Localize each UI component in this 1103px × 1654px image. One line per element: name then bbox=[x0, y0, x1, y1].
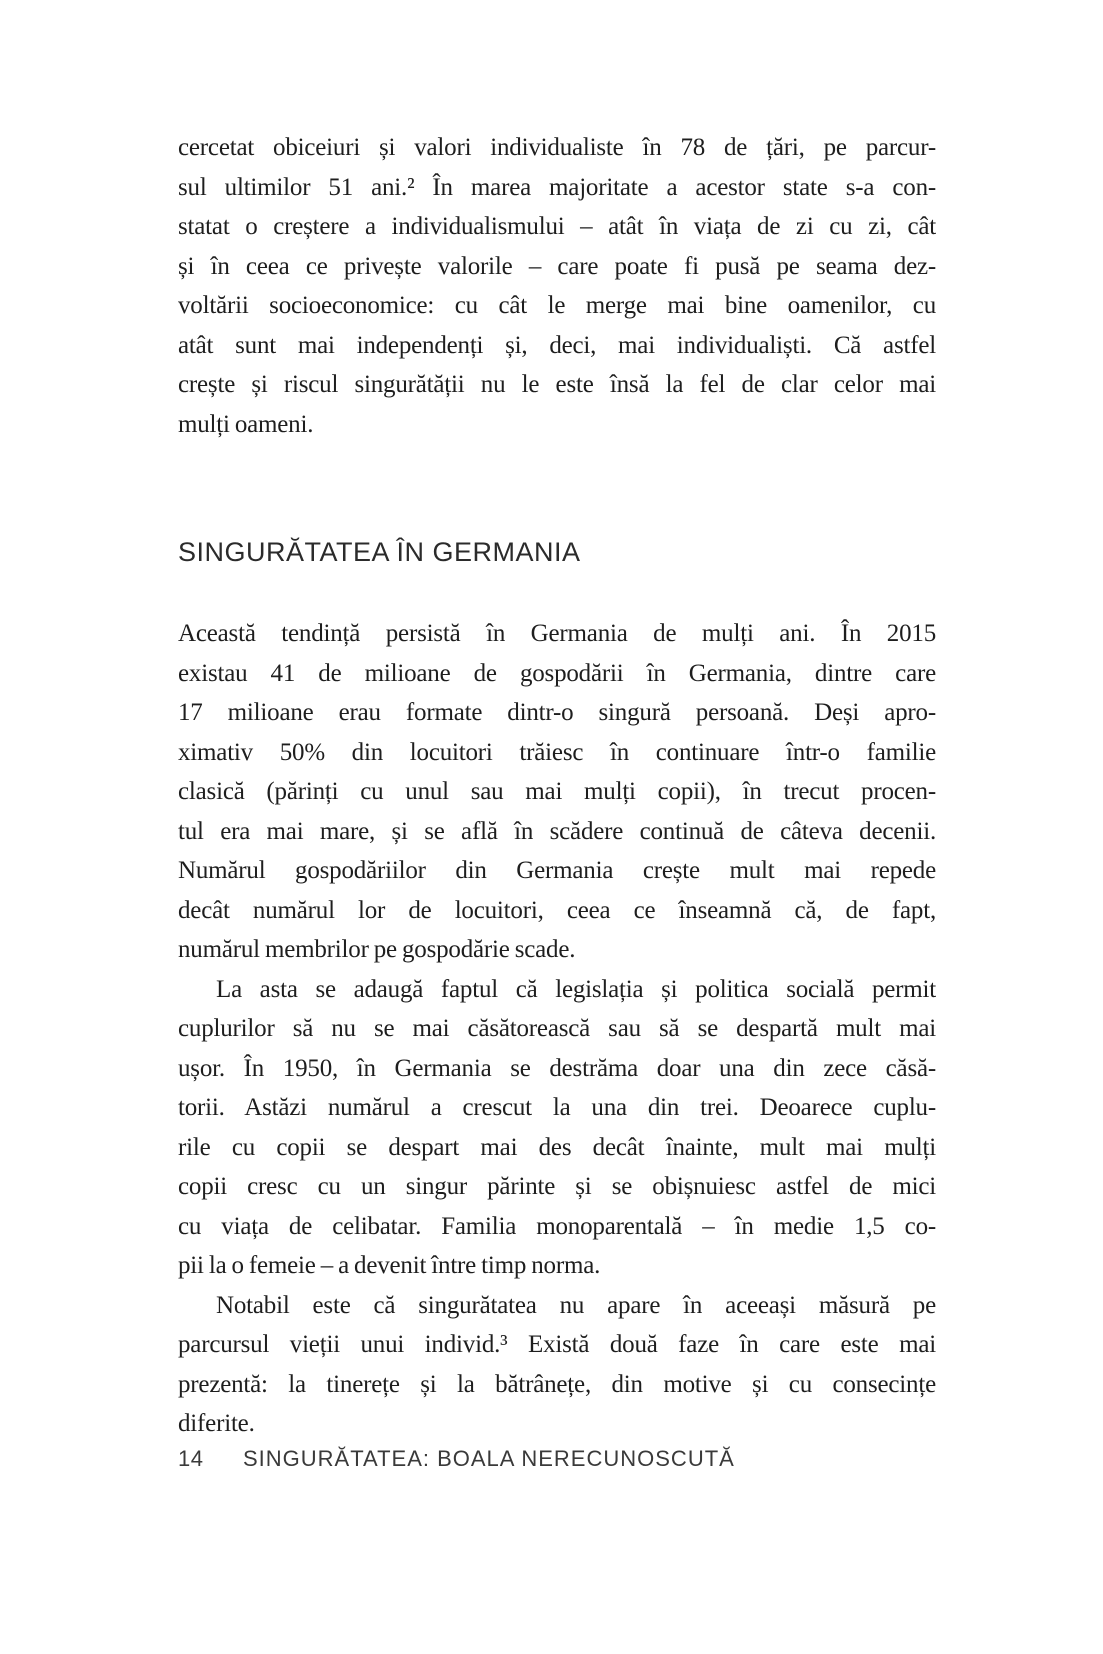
text-line: parcursul vieții unui individ.³ Există două faze în care este mai bbox=[178, 1331, 936, 1358]
text-line: ximativ 50% din locuitori trăiesc în continuare într-o familie bbox=[178, 738, 936, 766]
running-title: SINGURĂTATEA: BOALA NERECUNOSCUTĂ bbox=[243, 1446, 735, 1471]
text-line: tul era mai mare, și se află în scădere continuă de câteva decenii. bbox=[178, 817, 936, 845]
text-line: torii. Astăzi numărul a crescut la una din trei. Deoarece cuplu- bbox=[178, 1094, 936, 1121]
text-line: copii cresc cu un singur părinte și se obișnuiesc astfel de mici bbox=[178, 1173, 936, 1200]
text-line: 17 milioane erau formate dintr-o singură persoană. Deși apro- bbox=[178, 699, 936, 726]
text-line: și în ceea ce privește valorile – care poate fi pusă pe seama dez- bbox=[178, 252, 936, 280]
text-line: pii la o femeie – a devenit între timp norma. bbox=[178, 1252, 601, 1279]
page-footer bbox=[178, 1446, 735, 1472]
text-line: cuplurilor să nu se mai căsătorească sau să se despartă mult mai bbox=[178, 1015, 936, 1042]
text-line: ușor. În 1950, în Germania se destrăma doar una din zece căsă- bbox=[178, 1054, 936, 1082]
text-line: decât numărul lor de locuitori, ceea ce înseamnă că, de fapt, bbox=[178, 896, 936, 924]
paragraph bbox=[178, 1286, 936, 1444]
text-line: sul ultimilor 51 ani.² În marea majoritate a acestor state s-a con- bbox=[178, 173, 936, 201]
page-body-text bbox=[178, 128, 936, 1444]
text-line: numărul membrilor pe gospodărie scade. bbox=[178, 936, 576, 963]
text-line: clasică (părinți cu unul sau mai mulți copii), în trecut procen- bbox=[178, 778, 936, 805]
text-line: Numărul gospodăriilor din Germania crește mult mai repede bbox=[178, 857, 936, 884]
paragraph bbox=[178, 128, 936, 444]
text-line: cercetat obiceiuri și valori individualiste în 78 de țări, pe parcur- bbox=[178, 134, 936, 161]
text-line: atât sunt mai independenți și, deci, mai individualiști. Că astfel bbox=[178, 331, 936, 359]
text-line: diferite. bbox=[178, 1410, 255, 1437]
text-line: crește și riscul singurătății nu le este însă la fel de clar celor mai bbox=[178, 371, 936, 398]
text-line: Această tendință persistă în Germania de mulți ani. În 2015 bbox=[178, 620, 936, 647]
paragraph bbox=[178, 614, 936, 970]
paragraph bbox=[178, 970, 936, 1286]
text-line: rile cu copii se despart mai des decât înainte, mult mai mulți bbox=[178, 1133, 936, 1161]
text-line: statat o creștere a individualismului – atât în viața de zi cu zi, cât bbox=[178, 213, 936, 240]
section-heading: SINGURĂTATEA ÎN GERMANIA bbox=[178, 537, 581, 567]
page-number: 14 bbox=[178, 1446, 204, 1471]
text-line: existau 41 de milioane de gospodării în Germania, dintre care bbox=[178, 659, 936, 687]
text-line: prezentă: la tinerețe și la bătrânețe, din motive și cu consecințe bbox=[178, 1370, 936, 1398]
text-line: Notabil este că singurătatea nu apare în aceeași măsură pe bbox=[216, 1291, 936, 1319]
text-line: cu viața de celibatar. Familia monoparentală – în medie 1,5 co- bbox=[178, 1212, 936, 1240]
text-line: La asta se adaugă faptul că legislația și politica socială permit bbox=[216, 975, 936, 1003]
text-line: voltării socioeconomice: cu cât le merge mai bine oamenilor, cu bbox=[178, 292, 936, 319]
text-line: mulți oameni. bbox=[178, 410, 314, 438]
